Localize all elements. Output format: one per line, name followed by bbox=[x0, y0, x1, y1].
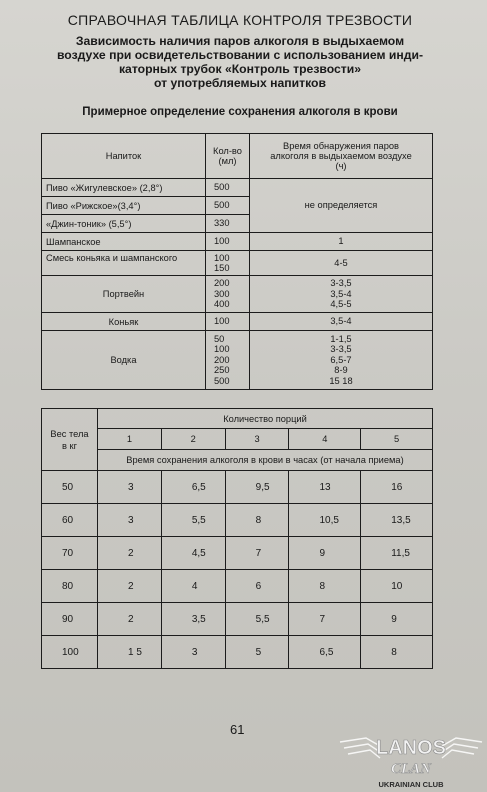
table-row bbox=[42, 331, 433, 390]
drink-cell: Коньяк bbox=[42, 313, 206, 331]
time-value: 6,5-7 bbox=[330, 354, 352, 365]
retention-hours-cell: 10,5 bbox=[289, 504, 361, 537]
header-line: (мл) bbox=[218, 156, 237, 166]
retention-hours-cell: 13 bbox=[289, 471, 361, 504]
retention-hours-cell: 3 bbox=[161, 636, 225, 669]
retention-hours-cell: 5,5 bbox=[225, 603, 289, 636]
svg-text:LANOS: LANOS bbox=[376, 737, 446, 759]
detection-time-cell bbox=[250, 331, 433, 390]
time-value: 1-1,5 bbox=[330, 333, 352, 344]
table-header-row bbox=[42, 134, 433, 179]
subtitle-line: от употребляемых напитков bbox=[154, 76, 326, 90]
drink-cell: «Джин-тоник» (5,5°) bbox=[42, 215, 206, 233]
portion-number: 2 bbox=[161, 429, 225, 450]
retention-hours-cell: 5 bbox=[225, 636, 289, 669]
header-line: в кг bbox=[62, 440, 77, 451]
detection-time-cell: 1 bbox=[250, 233, 433, 251]
page-title: СПРАВОЧНАЯ ТАБЛИЦА КОНТРОЛЯ ТРЕЗВОСТИ bbox=[67, 12, 413, 28]
portion-count-header: Количество порций bbox=[98, 409, 433, 429]
retention-hours-cell: 2 bbox=[98, 537, 162, 570]
retention-hours-cell: 9 bbox=[289, 537, 361, 570]
table1-heading: Примерное определение сохранения алкоголя в крови bbox=[82, 106, 398, 118]
table-row bbox=[42, 276, 433, 313]
portion-number: 1 bbox=[98, 429, 162, 450]
retention-hours-cell: 10 bbox=[361, 570, 433, 603]
retention-hours-cell: 1 5 bbox=[98, 636, 162, 669]
volume-value: 150 bbox=[214, 263, 230, 273]
volume-value: 50 bbox=[214, 333, 225, 344]
volume-value: 400 bbox=[214, 299, 230, 310]
body-weight-cell: 50 bbox=[42, 471, 98, 504]
portion-number: 3 bbox=[225, 429, 289, 450]
subtitle-line: каторных трубок «Контроль трезвости» bbox=[118, 62, 362, 76]
table-row bbox=[42, 251, 433, 276]
volume-value: 100 bbox=[214, 344, 230, 355]
body-weight-cell: 80 bbox=[42, 570, 98, 603]
detection-time-cell: не определяется bbox=[250, 179, 433, 233]
retention-hours-cell: 8 bbox=[289, 570, 361, 603]
time-value: 8-9 bbox=[334, 365, 348, 376]
retention-time-header: Время сохранения алкоголя в крови в часах (от начала приема) bbox=[98, 450, 433, 471]
drink-cell: Пиво «Жигулевское» (2,8°) bbox=[42, 179, 206, 197]
table-row bbox=[42, 471, 433, 504]
retention-hours-cell: 6 bbox=[225, 570, 289, 603]
retention-hours-cell: 7 bbox=[289, 603, 361, 636]
volume-cell: 100 bbox=[206, 233, 250, 251]
header-line: Время обнаружения паров bbox=[283, 141, 399, 151]
table-row bbox=[42, 570, 433, 603]
subtitle-line: воздухе при освидетельствовании с использованием инди- bbox=[56, 48, 424, 62]
volume-cell: 330 bbox=[206, 215, 250, 233]
volume-value: 300 bbox=[214, 288, 230, 299]
time-value: 3,5-4 bbox=[330, 288, 352, 299]
drink-cell: Портвейн bbox=[42, 276, 206, 313]
header-line: (ч) bbox=[335, 161, 347, 171]
detection-time-cell: 3,5-4 bbox=[250, 313, 433, 331]
retention-hours-cell: 2 bbox=[98, 603, 162, 636]
detection-time-cell: 4-5 bbox=[250, 251, 433, 276]
header-line: Кол-во bbox=[213, 146, 242, 156]
portion-number-row bbox=[42, 429, 433, 450]
retention-hours-cell: 7 bbox=[225, 537, 289, 570]
retention-hours-cell: 3 bbox=[98, 504, 162, 537]
drink-detection-table bbox=[41, 133, 433, 390]
retention-hours-cell: 2 bbox=[98, 570, 162, 603]
retention-hours-cell: 8 bbox=[225, 504, 289, 537]
portion-number: 4 bbox=[289, 429, 361, 450]
retention-hours-cell: 9,5 bbox=[225, 471, 289, 504]
retention-hours-cell: 6,5 bbox=[161, 471, 225, 504]
drink-cell: Шампанское bbox=[42, 233, 206, 251]
lanos-clan-watermark-logo bbox=[336, 728, 486, 790]
retention-hours-cell: 5,5 bbox=[161, 504, 225, 537]
portion-number: 5 bbox=[361, 429, 433, 450]
retention-hours-cell: 4,5 bbox=[161, 537, 225, 570]
retention-hours-cell: 3 bbox=[98, 471, 162, 504]
table-header-row bbox=[42, 450, 433, 471]
retention-hours-cell: 8 bbox=[361, 636, 433, 669]
detection-time-column-header bbox=[250, 134, 433, 179]
body-weight-cell: 100 bbox=[42, 636, 98, 669]
volume-cell bbox=[206, 276, 250, 313]
volume-value: 250 bbox=[214, 365, 230, 376]
volume-cell bbox=[206, 331, 250, 390]
detection-time-cell bbox=[250, 276, 433, 313]
body-weight-cell: 70 bbox=[42, 537, 98, 570]
table-row bbox=[42, 636, 433, 669]
retention-hours-cell: 11,5 bbox=[361, 537, 433, 570]
table-header-row bbox=[42, 409, 433, 429]
drink-cell: Смесь коньяка и шампанского bbox=[42, 251, 206, 276]
volume-cell: 500 bbox=[206, 197, 250, 215]
time-value: 3-3,5 bbox=[330, 278, 352, 289]
retention-hours-cell: 6,5 bbox=[289, 636, 361, 669]
table-row bbox=[42, 504, 433, 537]
blood-alcohol-retention-table bbox=[41, 408, 433, 669]
volume-column-header bbox=[206, 134, 250, 179]
page-subtitle bbox=[40, 34, 440, 90]
volume-cell bbox=[206, 251, 250, 276]
drink-cell: Водка bbox=[42, 331, 206, 390]
retention-hours-cell: 3,5 bbox=[161, 603, 225, 636]
header-line: Вес тела bbox=[50, 428, 89, 439]
svg-text:CLAN: CLAN bbox=[390, 761, 432, 777]
subtitle-line: Зависимость наличия паров алкоголя в выдыхаемом bbox=[75, 34, 405, 48]
drink-cell: Пиво «Рижское»(3,4°) bbox=[42, 197, 206, 215]
retention-hours-cell: 13,5 bbox=[361, 504, 433, 537]
time-value: 15 18 bbox=[329, 375, 353, 386]
retention-hours-cell: 9 bbox=[361, 603, 433, 636]
drink-column-header: Напиток bbox=[42, 134, 206, 179]
retention-hours-cell: 16 bbox=[361, 471, 433, 504]
volume-cell: 500 bbox=[206, 179, 250, 197]
volume-value: 200 bbox=[214, 354, 230, 365]
volume-value: 100 bbox=[214, 252, 230, 263]
table-row bbox=[42, 537, 433, 570]
volume-cell: 100 bbox=[206, 313, 250, 331]
svg-text:UKRAINIAN CLUB: UKRAINIAN CLUB bbox=[378, 780, 444, 789]
time-value: 4,5-5 bbox=[330, 299, 352, 310]
retention-hours-cell: 4 bbox=[161, 570, 225, 603]
table-row bbox=[42, 603, 433, 636]
table-row bbox=[42, 179, 433, 197]
table-row bbox=[42, 233, 433, 251]
volume-value: 500 bbox=[214, 375, 230, 386]
body-weight-header bbox=[42, 409, 98, 471]
header-line: алкоголя в выдыхаемом воздухе bbox=[270, 151, 412, 161]
volume-value: 200 bbox=[214, 278, 230, 289]
body-weight-cell: 60 bbox=[42, 504, 98, 537]
body-weight-cell: 90 bbox=[42, 603, 98, 636]
page-number: 61 bbox=[230, 722, 245, 737]
time-value: 3-3,5 bbox=[330, 344, 352, 355]
table-row bbox=[42, 313, 433, 331]
